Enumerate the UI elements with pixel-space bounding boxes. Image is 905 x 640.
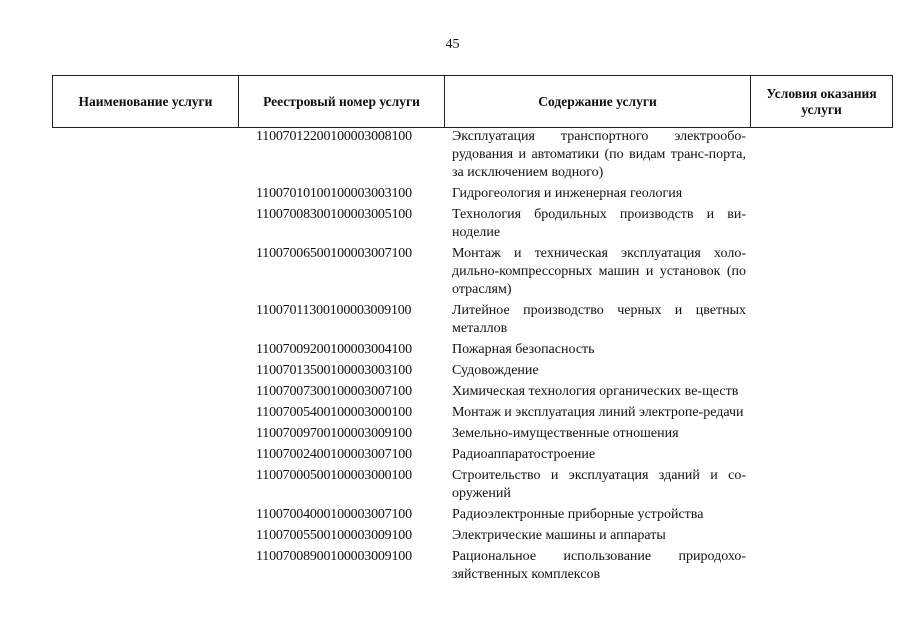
registry-number: 11007011300100003009100 — [256, 303, 412, 318]
service-content: Химическая технология органических ве-ществ — [452, 384, 739, 399]
service-content: Пожарная безопасность — [452, 342, 595, 357]
header-conditions: Условия оказания услуги — [751, 76, 893, 128]
registry-number: 11007004000100003007100 — [256, 507, 412, 522]
registry-number: 11007013500100003003100 — [256, 363, 412, 378]
table-row — [0, 467, 905, 503]
table-row — [0, 527, 905, 545]
service-content: Технология бродильных производств и ви-ноделие — [452, 207, 746, 240]
service-content: Рациональное использование природохо-зяйственных комплексов — [452, 549, 746, 582]
service-content: Эксплуатация транспортного электрообо-рудования и автоматики (по видам транс-порта, за исключением водного) — [452, 129, 746, 180]
service-content: Электрические машины и аппараты — [452, 528, 666, 543]
service-content: Монтаж и эксплуатация линий электропе-редачи — [452, 405, 744, 420]
table-body — [0, 128, 905, 587]
table-header — [52, 75, 893, 128]
table-row — [0, 302, 905, 338]
registry-number: 11007009700100003009100 — [256, 426, 412, 441]
table-row — [0, 206, 905, 242]
header-service-name: Наименование услуги — [53, 76, 239, 128]
registry-number: 11007008300100003005100 — [256, 207, 412, 222]
registry-number: 11007005400100003000100 — [256, 405, 412, 420]
table-row — [0, 404, 905, 422]
table-row — [0, 341, 905, 359]
registry-number: 11007012200100003008100 — [256, 129, 412, 144]
registry-number: 11007009200100003004100 — [256, 342, 412, 357]
service-content: Радиоэлектронные приборные устройства — [452, 507, 704, 522]
registry-number: 11007007300100003007100 — [256, 384, 412, 399]
table-row — [0, 548, 905, 584]
table-row — [0, 128, 905, 182]
table-row — [0, 362, 905, 380]
table-row — [0, 446, 905, 464]
table-row — [0, 245, 905, 299]
table-row — [0, 506, 905, 524]
registry-number: 11007010100100003003100 — [256, 186, 412, 201]
registry-number: 11007000500100003000100 — [256, 468, 412, 483]
registry-number: 11007008900100003009100 — [256, 549, 412, 564]
service-content: Строительство и эксплуатация зданий и со-оружений — [452, 468, 746, 501]
service-content: Монтаж и техническая эксплуатация холо-дильно-компрессорных машин и установок (по отраслям) — [452, 246, 746, 297]
service-content: Радиоаппаратостроение — [452, 447, 596, 462]
registry-number: 11007006500100003007100 — [256, 246, 412, 261]
registry-number: 11007002400100003007100 — [256, 447, 412, 462]
registry-number: 11007005500100003009100 — [256, 528, 412, 543]
table-row — [0, 383, 905, 401]
header-service-content: Содержание услуги — [445, 76, 751, 128]
table-row — [0, 425, 905, 443]
service-content: Литейное производство черных и цветных металлов — [452, 303, 746, 336]
table-row — [0, 185, 905, 203]
page-number: 45 — [445, 37, 460, 52]
service-content: Судовождение — [452, 363, 539, 378]
service-content: Земельно-имущественные отношения — [452, 426, 679, 441]
service-content: Гидрогеология и инженерная геология — [452, 186, 683, 201]
header-registry-number: Реестровый номер услуги — [239, 76, 445, 128]
